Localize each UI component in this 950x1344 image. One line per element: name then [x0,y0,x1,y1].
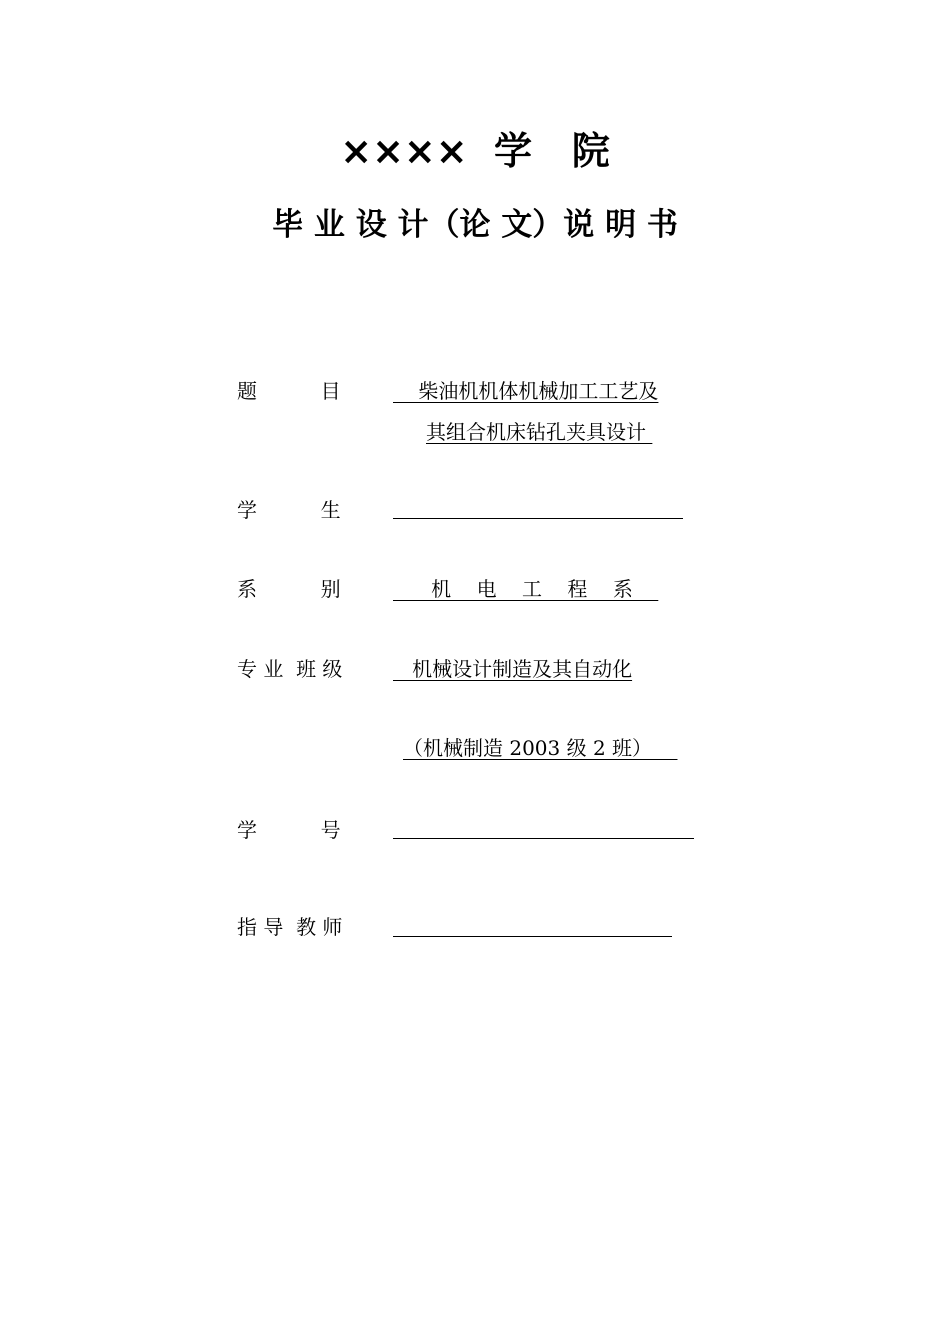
student-id-label: 学 号 [237,818,341,842]
department-label: 系 别 [237,577,341,601]
student-blank [393,518,683,519]
advisor-label: 指 导 教 师 [237,915,343,939]
topic-label: 题 目 [237,379,341,403]
college-title: ×××× 学 院 [340,129,610,173]
major-class-value-line1: 机械设计制造及其自动化 [393,657,633,681]
advisor-blank [393,936,672,937]
major-class-label: 专 业 班 级 [237,657,343,681]
document-title: 毕 业 设 计（论 文）说 明 书 [272,207,678,243]
department-value: 机 电 工 程 系 [393,577,659,601]
major-class-value-line2: （机械制造 2003 级 2 班） [403,736,678,760]
topic-value-line1: 柴油机机体机械加工工艺及 [393,379,659,403]
topic-value-line2: 其组合机床钻孔夹具设计 [426,420,653,444]
student-label: 学 生 [237,498,341,522]
student-id-blank [393,838,694,839]
